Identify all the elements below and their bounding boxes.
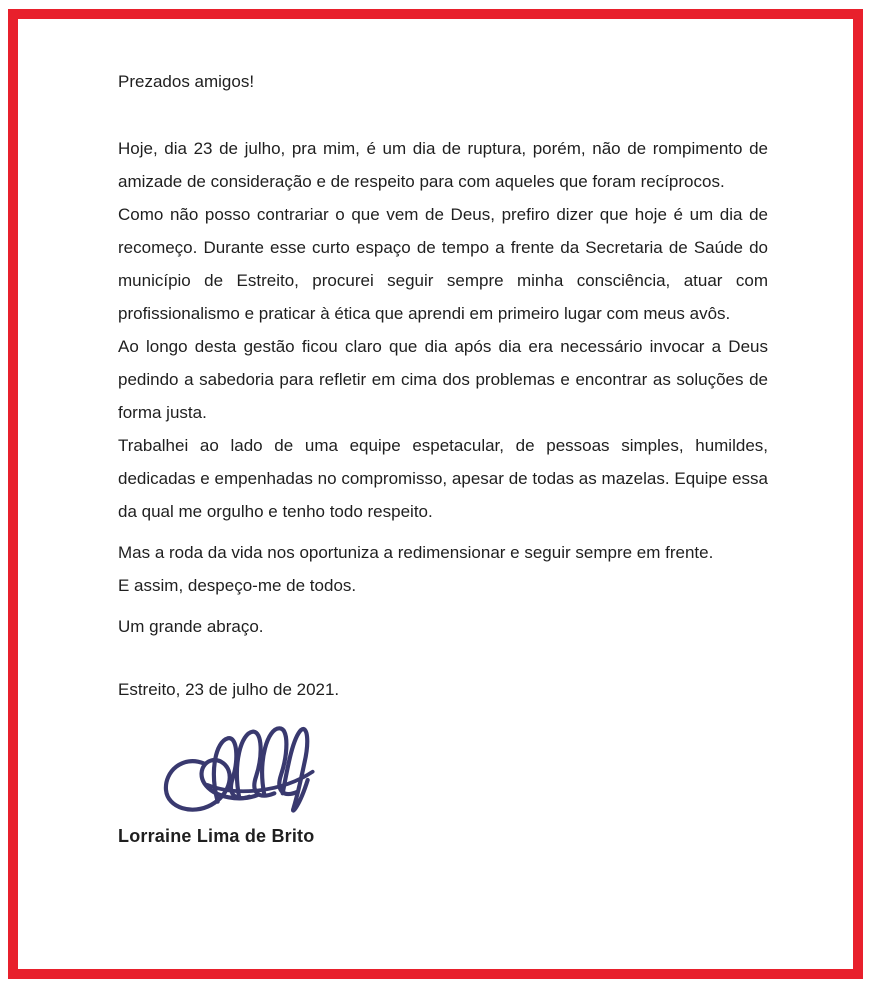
signature <box>146 720 361 820</box>
closing-line: Mas a roda da vida nos oportuniza a redimensionar e seguir sempre em frente. <box>118 543 714 562</box>
closing-block <box>118 536 768 602</box>
dateline: Estreito, 23 de julho de 2021. <box>118 680 340 699</box>
paragraph: Ao longo desta gestão ficou claro que dia após dia era necessário invocar a Deus pedindo a sabedoria para refletir em cima dos problemas e encontrar as soluções de forma justa. <box>118 337 768 422</box>
paragraph: Trabalhei ao lado de uma equipe espetacular, de pessoas simples, humildes, dedicadas e empenhadas no compromisso, apesar de todas as mazelas. Equipe essa da qual me orgulho e tenho todo respeito. <box>118 436 768 521</box>
signer-name: Lorraine Lima de Brito <box>118 826 315 846</box>
farewell: Um grande abraço. <box>118 617 264 636</box>
greeting: Prezados amigos! <box>118 72 255 91</box>
paragraph: Como não posso contrariar o que vem de Deus, prefiro dizer que hoje é um dia de recomeço. Durante esse curto espaço de tempo a frente da Secretaria de Saúde do município de Estreito, procurei seguir sempre minha consciência, atuar com profissionalismo e praticar à ética que aprendi em primeiro lugar com meus avôs. <box>118 205 768 323</box>
closing-line: E assim, despeço-me de todos. <box>118 576 357 595</box>
paragraph: Hoje, dia 23 de julho, pra mim, é um dia de ruptura, porém, não de rompimento de amizade de consideração e de respeito para com aqueles que foram recíprocos. <box>118 139 768 191</box>
letter-content <box>18 19 853 969</box>
signature-scribble-icon <box>146 720 361 820</box>
